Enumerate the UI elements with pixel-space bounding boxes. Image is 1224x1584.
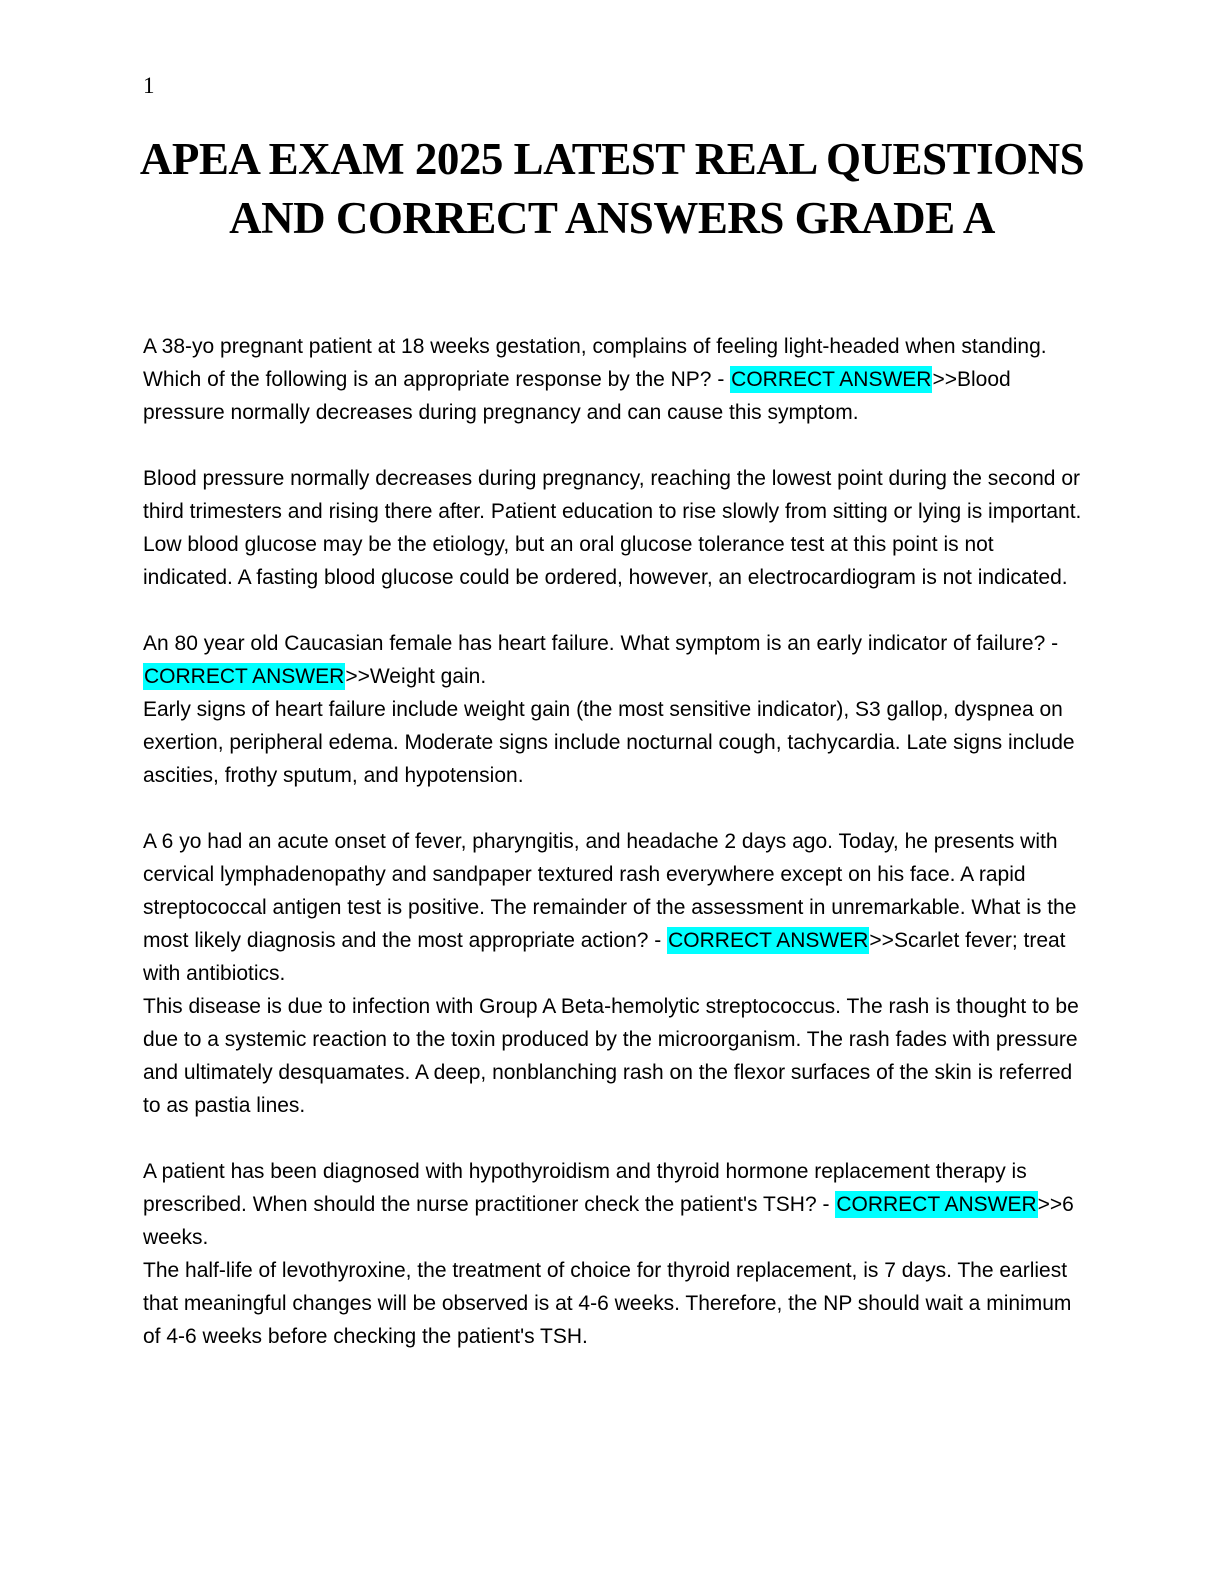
explanation-paragraph: This disease is due to infection with Group A Beta-hemolytic streptococcus. The rash is thought to be due to a systemic reaction to the toxin produced by the microorganism. The rash fades with pressure and ultimately desquamates. A deep, nonblanching rash on the flexor surfaces of the skin is referred to as pastia lines. — [143, 995, 1079, 1117]
qa-block — [143, 1155, 1084, 1353]
correct-answer-highlight: CORRECT ANSWER — [731, 368, 932, 391]
explanation-paragraph: Early signs of heart failure include weight gain (the most sensitive indicator), S3 gallop, dyspnea on exertion, peripheral edema. Moderate signs include nocturnal cough, tachycardia. Late signs include ascities, frothy sputum, and hypotension. — [143, 698, 1075, 787]
answer-text: >>Blood pressure normally decreases during pregnancy and can cause this symptom. — [143, 368, 1011, 424]
question-paragraph — [143, 330, 1084, 429]
explanation-paragraph: The half-life of levothyroxine, the treatment of choice for thyroid replacement, is 7 days. The earliest that meaningful changes will be observed is at 4-6 weeks. Therefore, the NP should wait a minimum of 4-6 weeks before checking the patient's TSH. — [143, 1259, 1072, 1348]
explanation-paragraph: Blood pressure normally decreases during pregnancy, reaching the lowest point during the second or third trimesters and rising there after. Patient education to rise slowly from sitting or lying is important. Low blood glucose may be the etiology, but an oral glucose tolerance test at this point is not indicated. A fasting blood glucose could be ordered, however, an electrocardiogram is not indicated. — [143, 467, 1082, 589]
qa-block — [143, 330, 1084, 429]
qa-block — [143, 627, 1084, 792]
document-title-line-2: AND CORRECT ANSWERS GRADE A — [229, 193, 995, 243]
document-title — [66, 0, 1158, 248]
qa-block — [143, 825, 1084, 1122]
answer-text: >>Weight gain. — [345, 665, 487, 688]
document-title-line-1: APEA EXAM 2025 LATEST REAL QUESTIONS — [139, 134, 1085, 184]
explanation-block — [143, 462, 1084, 594]
question-text: A patient has been diagnosed with hypothyroidism and thyroid hormone replacement therapy is prescribed. When should the nurse practitioner check the patient's TSH? - — [143, 1160, 1027, 1216]
correct-answer-highlight: CORRECT ANSWER — [144, 665, 345, 688]
page-number: 1 — [143, 73, 155, 98]
answer-text: >>6 weeks. — [143, 1193, 1074, 1249]
correct-answer-highlight: CORRECT ANSWER — [836, 1193, 1037, 1216]
question-paragraph — [143, 1155, 1084, 1254]
question-text: An 80 year old Caucasian female has heart failure. What symptom is an early indicator of failure? - — [143, 632, 1059, 655]
question-text: A 38-yo pregnant patient at 18 weeks gestation, complains of feeling light-headed when standing. Which of the following is an appropriate response by the NP? - — [143, 335, 1047, 391]
answer-text: >>Scarlet fever; treat with antibiotics. — [143, 929, 1066, 985]
document-body — [143, 330, 1084, 1353]
question-paragraph — [143, 825, 1084, 990]
question-text: A 6 yo had an acute onset of fever, pharyngitis, and headache 2 days ago. Today, he presents with cervical lymphadenopathy and sandpaper textured rash everywhere except on his face. A rapid streptococcal antigen test is positive. The remainder of the assessment in unremarkable. What is the most likely diagnosis and the most appropriate action? - — [143, 830, 1077, 952]
question-paragraph — [143, 627, 1084, 693]
correct-answer-highlight: CORRECT ANSWER — [668, 929, 869, 952]
